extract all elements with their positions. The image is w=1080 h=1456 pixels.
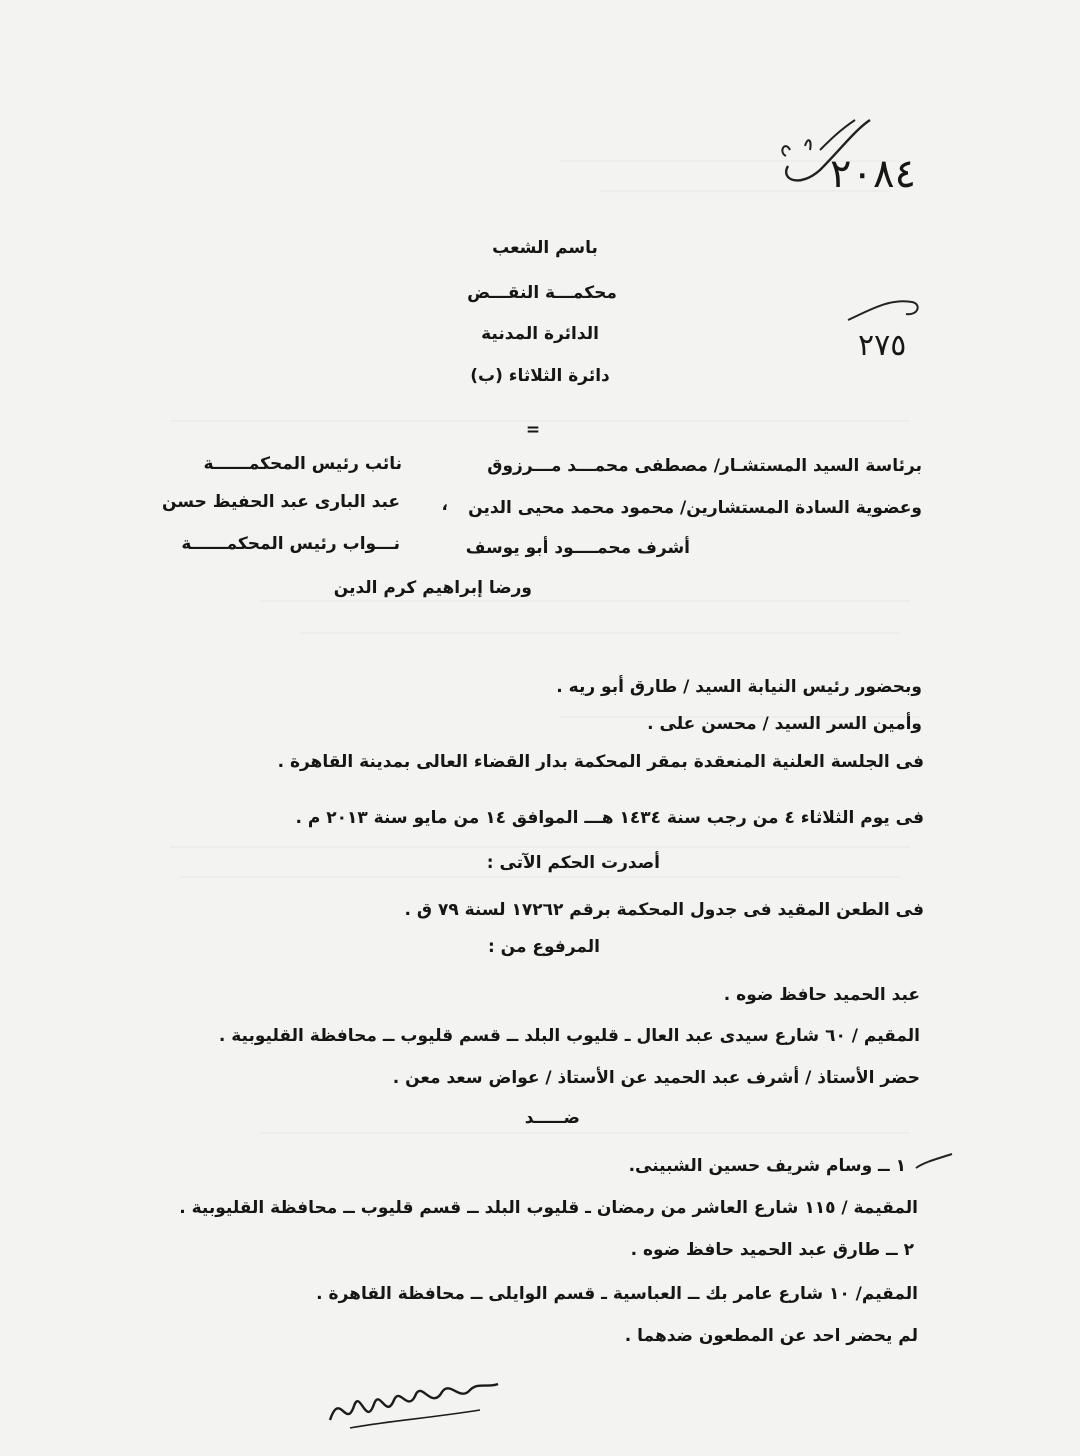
handwritten-number-top: ٢٠٨٤ xyxy=(830,151,916,197)
session-location: فى الجلسة العلنية المنعقدة بمقر المحكمة بدار القضاء العالى بمدينة القاهرة . xyxy=(277,752,924,772)
heading-civil-circuit: الدائرة المدنية xyxy=(481,324,599,344)
appeal-number-line: فى الطعن المقيد فى جدول المحكمة برقم ١٧٢٦٢ لسنة ٧٩ ق . xyxy=(404,900,924,920)
presiding-judge: برئاسة السيد المستشـار/ مصطفى محمـــد مـــرزوق xyxy=(487,456,922,476)
member-reda: ورضا إبراهيم كرم الدين xyxy=(333,578,532,598)
appellant-name: عبد الحميد حافظ ضوه . xyxy=(723,985,920,1005)
respondent-1-address: المقيمة / ١١٥ شارع العاشر من رمضان ـ قليوب البلد ــ قسم قليوب ــ محافظة القليوبية . xyxy=(179,1198,918,1218)
member-abdelbary: عبد البارى عبد الحفيظ حسن xyxy=(161,492,400,512)
appellant-address: المقيم / ٦٠ شارع سيدى عبد العال ـ قليوب البلد ــ قسم قليوب ــ محافظة القليوبية . xyxy=(218,1026,920,1046)
signature-scribble xyxy=(320,1370,510,1440)
session-date: فى يوم الثلاثاء ٤ من رجب سنة ١٤٣٤ هـــ الموافق ١٤ من مايو سنة ٢٠١٣ م . xyxy=(295,808,924,828)
appellant-counsel: حضر الأستاذ / أشرف عبد الحميد عن الأستاذ / عواض سعد معن . xyxy=(392,1068,920,1088)
handwritten-number-mid: ٢٧٥ xyxy=(858,328,907,363)
member-ashraf: أشرف محمــــود أبو يوسف xyxy=(465,538,690,558)
bleed-through-line xyxy=(260,1132,910,1134)
against-heading: ضـــــد xyxy=(524,1108,580,1128)
ruling-heading: أصدرت الحكم الآتى : xyxy=(486,853,660,873)
bleed-through-line xyxy=(300,632,900,634)
respondent-2-address: المقيم/ ١٠ شارع عامر بك ــ العباسية ـ قسم الوايلى ــ محافظة القاهرة . xyxy=(316,1284,918,1304)
bleed-through-line xyxy=(260,600,910,602)
no-appearance-note: لم يحضر احد عن المطعون ضدهما . xyxy=(624,1326,918,1346)
bleed-through-line xyxy=(170,846,910,848)
bleed-through-line xyxy=(180,876,900,878)
filed-by-label: المرفوع من : xyxy=(487,937,600,957)
clerk-line: وأمين السر السيد / محسن على . xyxy=(647,714,922,734)
members-separator: ، xyxy=(441,495,448,515)
heading-separator: = xyxy=(525,420,541,440)
handwritten-mark-mid xyxy=(840,290,930,330)
heading-tuesday-circuit: دائرة الثلاثاء (ب) xyxy=(470,366,610,386)
prosecutor-line: وبحضور رئيس النيابة السيد / طارق أبو ريه . xyxy=(556,677,922,697)
respondent-1-name: ١ ــ وسام شريف حسين الشبينى. xyxy=(628,1156,906,1176)
presiding-title: نائب رئيس المحكمــــــة xyxy=(203,454,402,474)
respondent-2-name: ٢ ــ طارق عبد الحميد حافظ ضوه . xyxy=(630,1240,914,1260)
members-title: نـــواب رئيس المحكمــــــة xyxy=(181,534,400,554)
members-line: وعضوية السادة المستشارين/ محمود محمد محيى الدين xyxy=(468,498,922,518)
heading-court-of-cassation: محكمـــة النقـــض xyxy=(467,283,617,303)
heading-in-the-name-of-the-people: باسم الشعب xyxy=(492,238,598,258)
handwritten-checkmark xyxy=(912,1148,956,1178)
